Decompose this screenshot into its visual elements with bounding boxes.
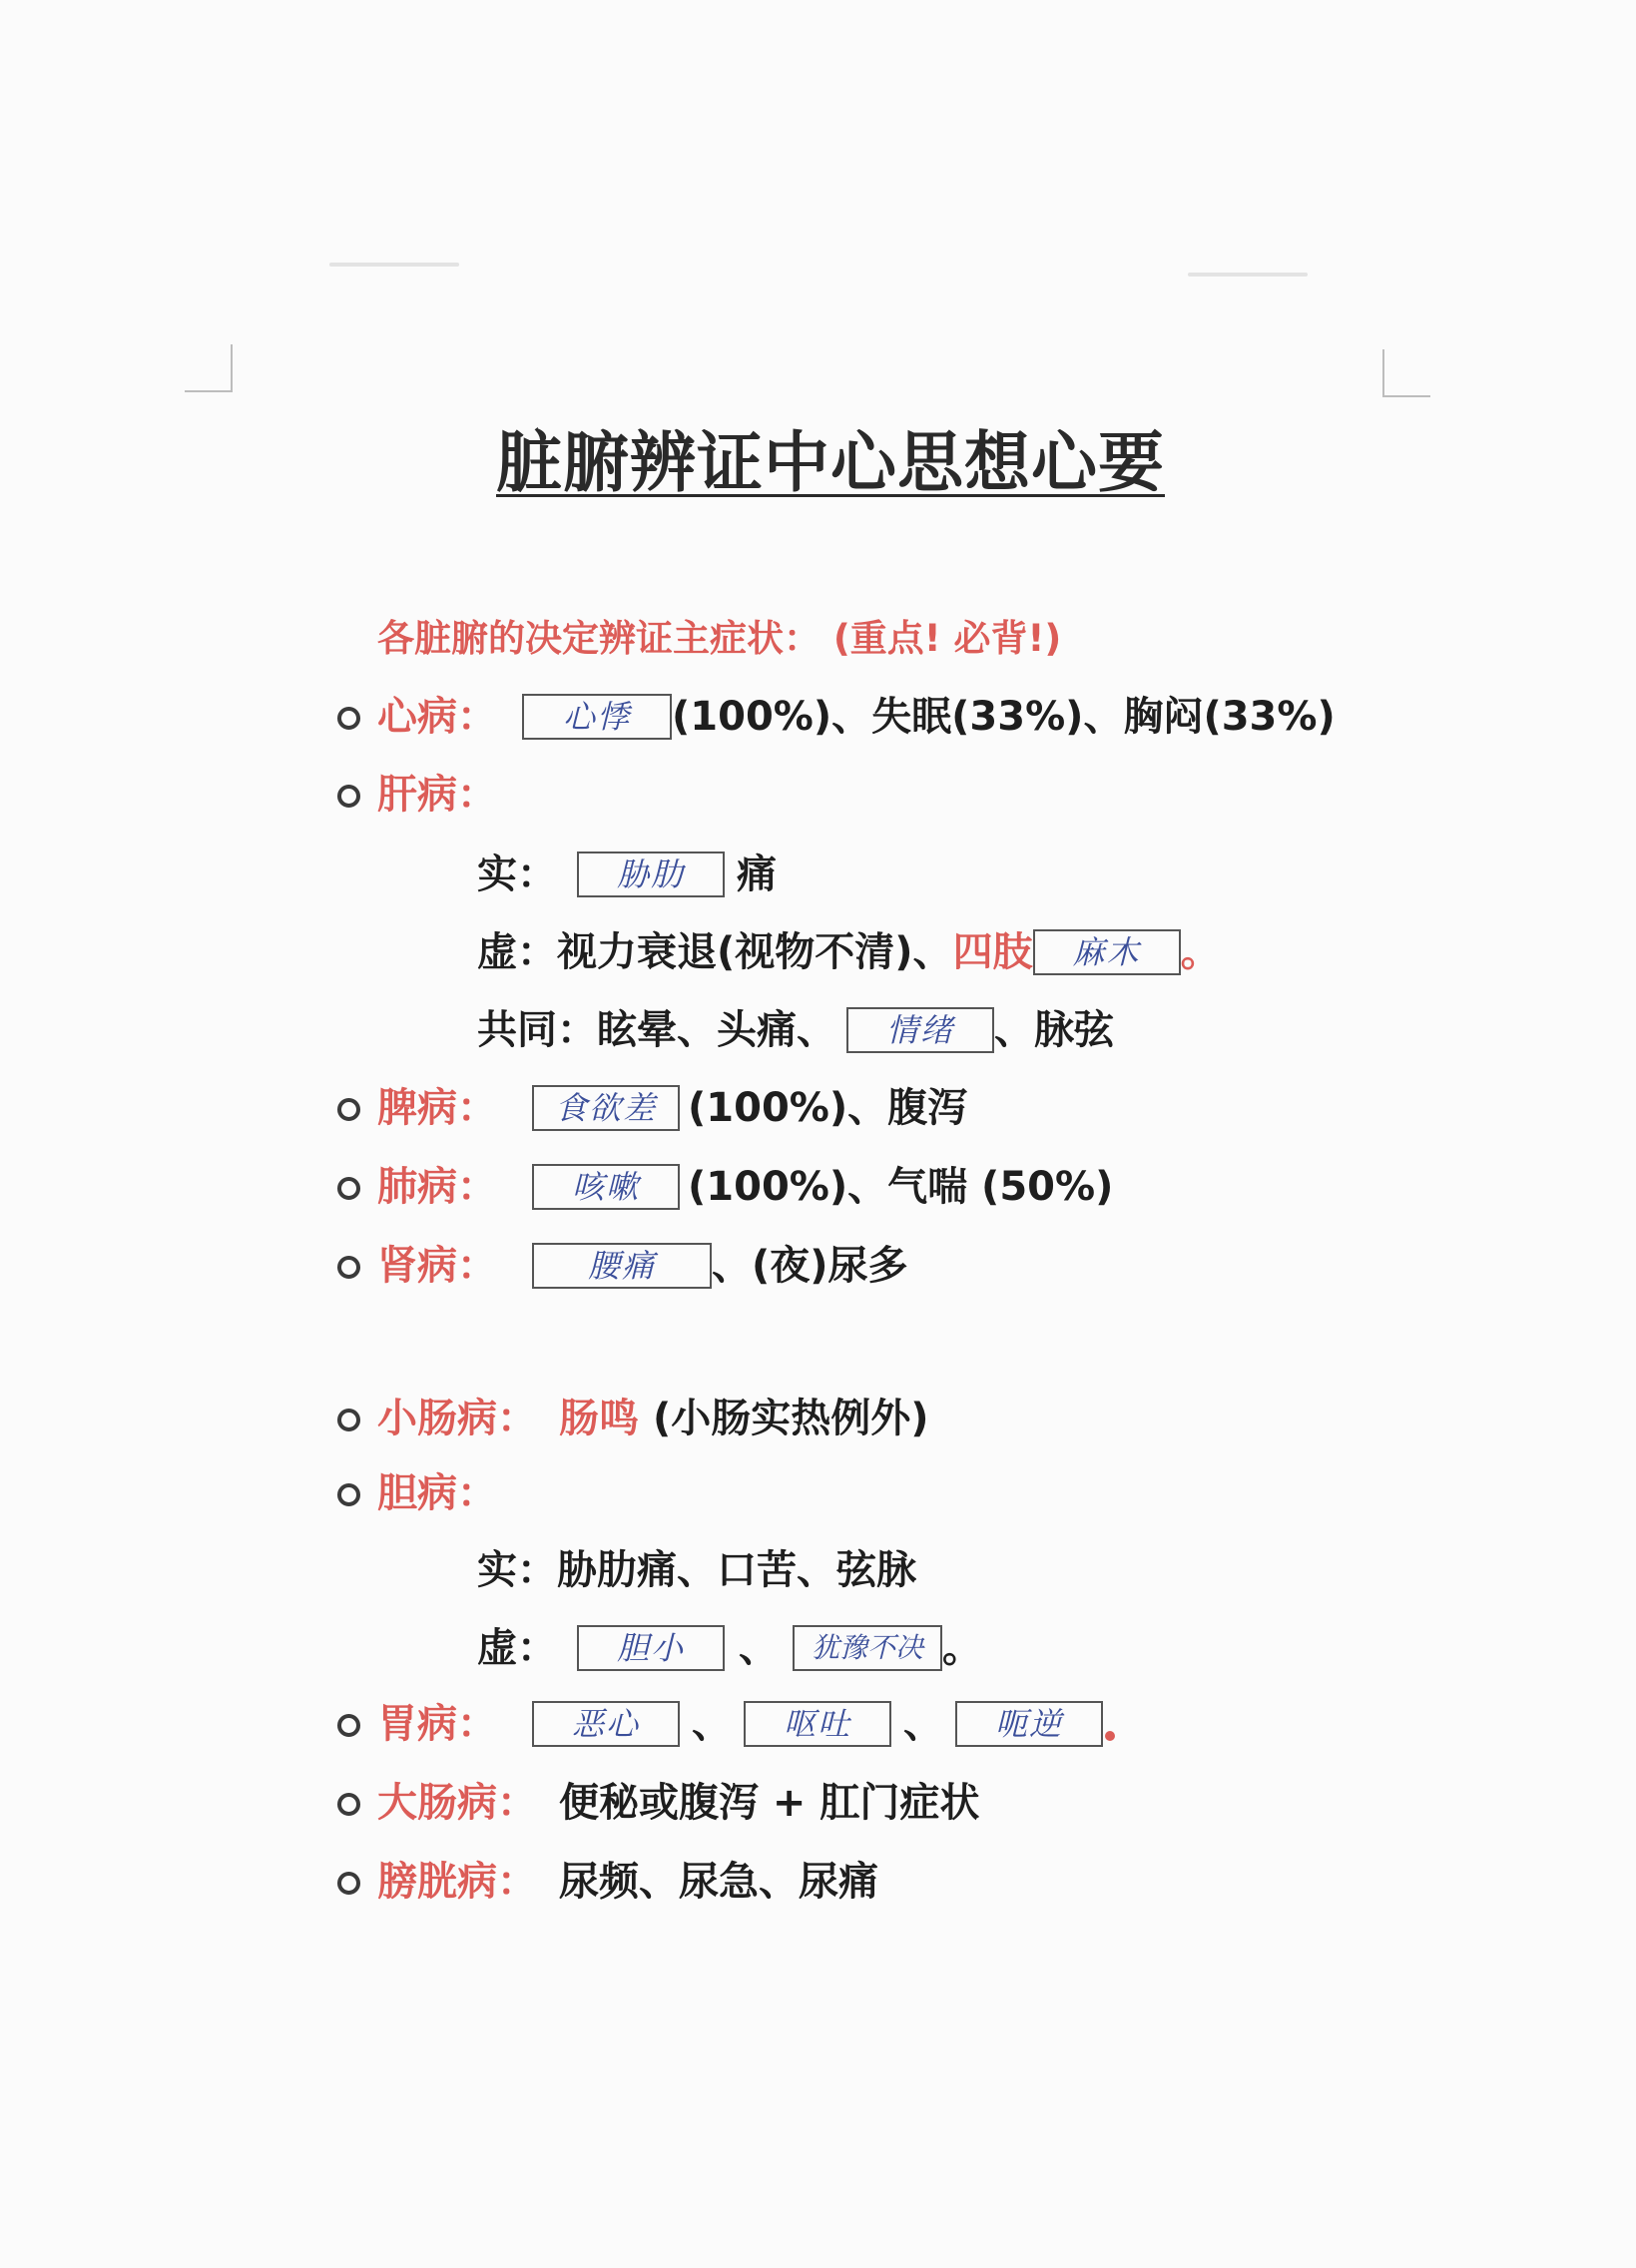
crop-mark-top-left [185, 344, 233, 392]
stomach-box-2: 呕吐 [744, 1701, 891, 1747]
kidney-label: 肾病： [377, 1243, 497, 1289]
small-intestine-label: 小肠病： [377, 1396, 537, 1441]
subtitle: 各脏腑的决定辨证主症状： (重点! 必背!) [377, 617, 1062, 660]
gallbladder-xu-line [477, 1618, 982, 1678]
liver-common-rest: 、脉弦 [994, 1007, 1114, 1053]
liver-xu-label: 虚： [477, 929, 557, 975]
spleen-answer-box: 食欲差 [532, 1085, 680, 1131]
heart-line [377, 687, 1336, 747]
heart-rest: (100%)、失眠(33%)、胸闷(33%) [672, 694, 1336, 740]
liver-shi-rest: 痛 [737, 851, 777, 897]
liver-common-box: 情绪 [846, 1007, 994, 1053]
hollow-circle-bullet-icon [337, 785, 360, 808]
liver-xu-box: 麻木 [1033, 929, 1181, 975]
gallbladder-xu-box2: 犹豫不决 [793, 1625, 942, 1671]
gallbladder-sep: 、 [739, 1625, 779, 1671]
lung-line [377, 1157, 1113, 1217]
liver-xu-end: 。 [1180, 929, 1221, 975]
lung-label: 肺病： [377, 1164, 497, 1210]
lung-rest: (100%)、气喘 (50%) [688, 1164, 1114, 1210]
large-intestine-line [377, 1773, 979, 1833]
spleen-line [377, 1078, 967, 1138]
hollow-circle-bullet-icon [337, 1714, 360, 1737]
hollow-circle-bullet-icon [337, 1256, 360, 1279]
gallbladder-line [377, 1463, 497, 1523]
hollow-circle-bullet-icon [337, 1872, 360, 1895]
heart-answer-box: 心悸 [522, 694, 672, 740]
stomach-sep-2: 、 [903, 1701, 943, 1747]
liver-xu-line [477, 922, 1221, 982]
liver-shi-label: 实： [477, 851, 557, 897]
hollow-circle-bullet-icon [337, 1098, 360, 1121]
scan-smudge [1188, 273, 1308, 277]
liver-label: 肝病： [377, 772, 497, 818]
large-intestine-text: 便秘或腹泻 + 肛门症状 [559, 1780, 980, 1826]
hollow-circle-bullet-icon [337, 707, 360, 730]
small-intestine-red: 肠鸣 [559, 1396, 639, 1441]
scan-smudge [329, 263, 459, 267]
bladder-text: 尿频、尿急、尿痛 [559, 1859, 878, 1905]
stomach-label: 胃病： [377, 1701, 497, 1747]
subtitle-line [377, 609, 1061, 669]
small-intestine-rest: (小肠实热例外) [653, 1396, 929, 1441]
gallbladder-xu-label: 虚： [477, 1625, 557, 1671]
heart-label: 心病： [377, 694, 497, 740]
large-intestine-label: 大肠病： [377, 1780, 537, 1826]
hollow-circle-bullet-icon [337, 1409, 360, 1431]
liver-common-text: 眩晕、头痛、 [597, 1007, 836, 1053]
kidney-line [377, 1236, 908, 1296]
liver-common-label: 共同： [477, 1007, 597, 1053]
hollow-circle-bullet-icon [337, 1177, 360, 1200]
page-title: 脏腑辨证中心思想心要 [496, 424, 1165, 501]
spleen-rest: (100%)、腹泻 [688, 1085, 968, 1131]
liver-line [377, 765, 497, 825]
kidney-rest: 、(夜)尿多 [712, 1243, 908, 1289]
stomach-box-3: 呃逆 [955, 1701, 1103, 1747]
liver-shi-box: 胁肋 [577, 851, 725, 897]
liver-xu-red: 四肢 [952, 929, 1033, 975]
crop-mark-top-right [1382, 349, 1430, 397]
gallbladder-xu-box1: 胆小 [577, 1625, 725, 1671]
kidney-answer-box: 腰痛 [532, 1243, 712, 1289]
gallbladder-shi-label: 实： [477, 1547, 557, 1593]
bladder-line [377, 1852, 878, 1912]
lung-answer-box: 咳嗽 [532, 1164, 680, 1210]
red-dot-mark [1105, 1731, 1115, 1741]
stomach-sep-1: 、 [692, 1701, 732, 1747]
bladder-label: 膀胱病： [377, 1859, 537, 1905]
hollow-circle-bullet-icon [337, 1483, 360, 1506]
stomach-box-1: 恶心 [532, 1701, 680, 1747]
liver-xu-text: 视力衰退(视物不清)、 [557, 929, 953, 975]
spleen-label: 脾病： [377, 1085, 497, 1131]
gallbladder-label: 胆病： [377, 1470, 497, 1516]
hollow-circle-bullet-icon [337, 1793, 360, 1816]
gallbladder-shi-line [477, 1540, 916, 1600]
gallbladder-xu-end: 。 [942, 1625, 982, 1671]
small-intestine-line [377, 1389, 929, 1448]
liver-shi-line [477, 845, 777, 904]
gallbladder-shi-text: 胁肋痛、口苦、弦脉 [557, 1547, 916, 1593]
liver-common-line [477, 1000, 1114, 1060]
stomach-line [377, 1694, 1115, 1754]
